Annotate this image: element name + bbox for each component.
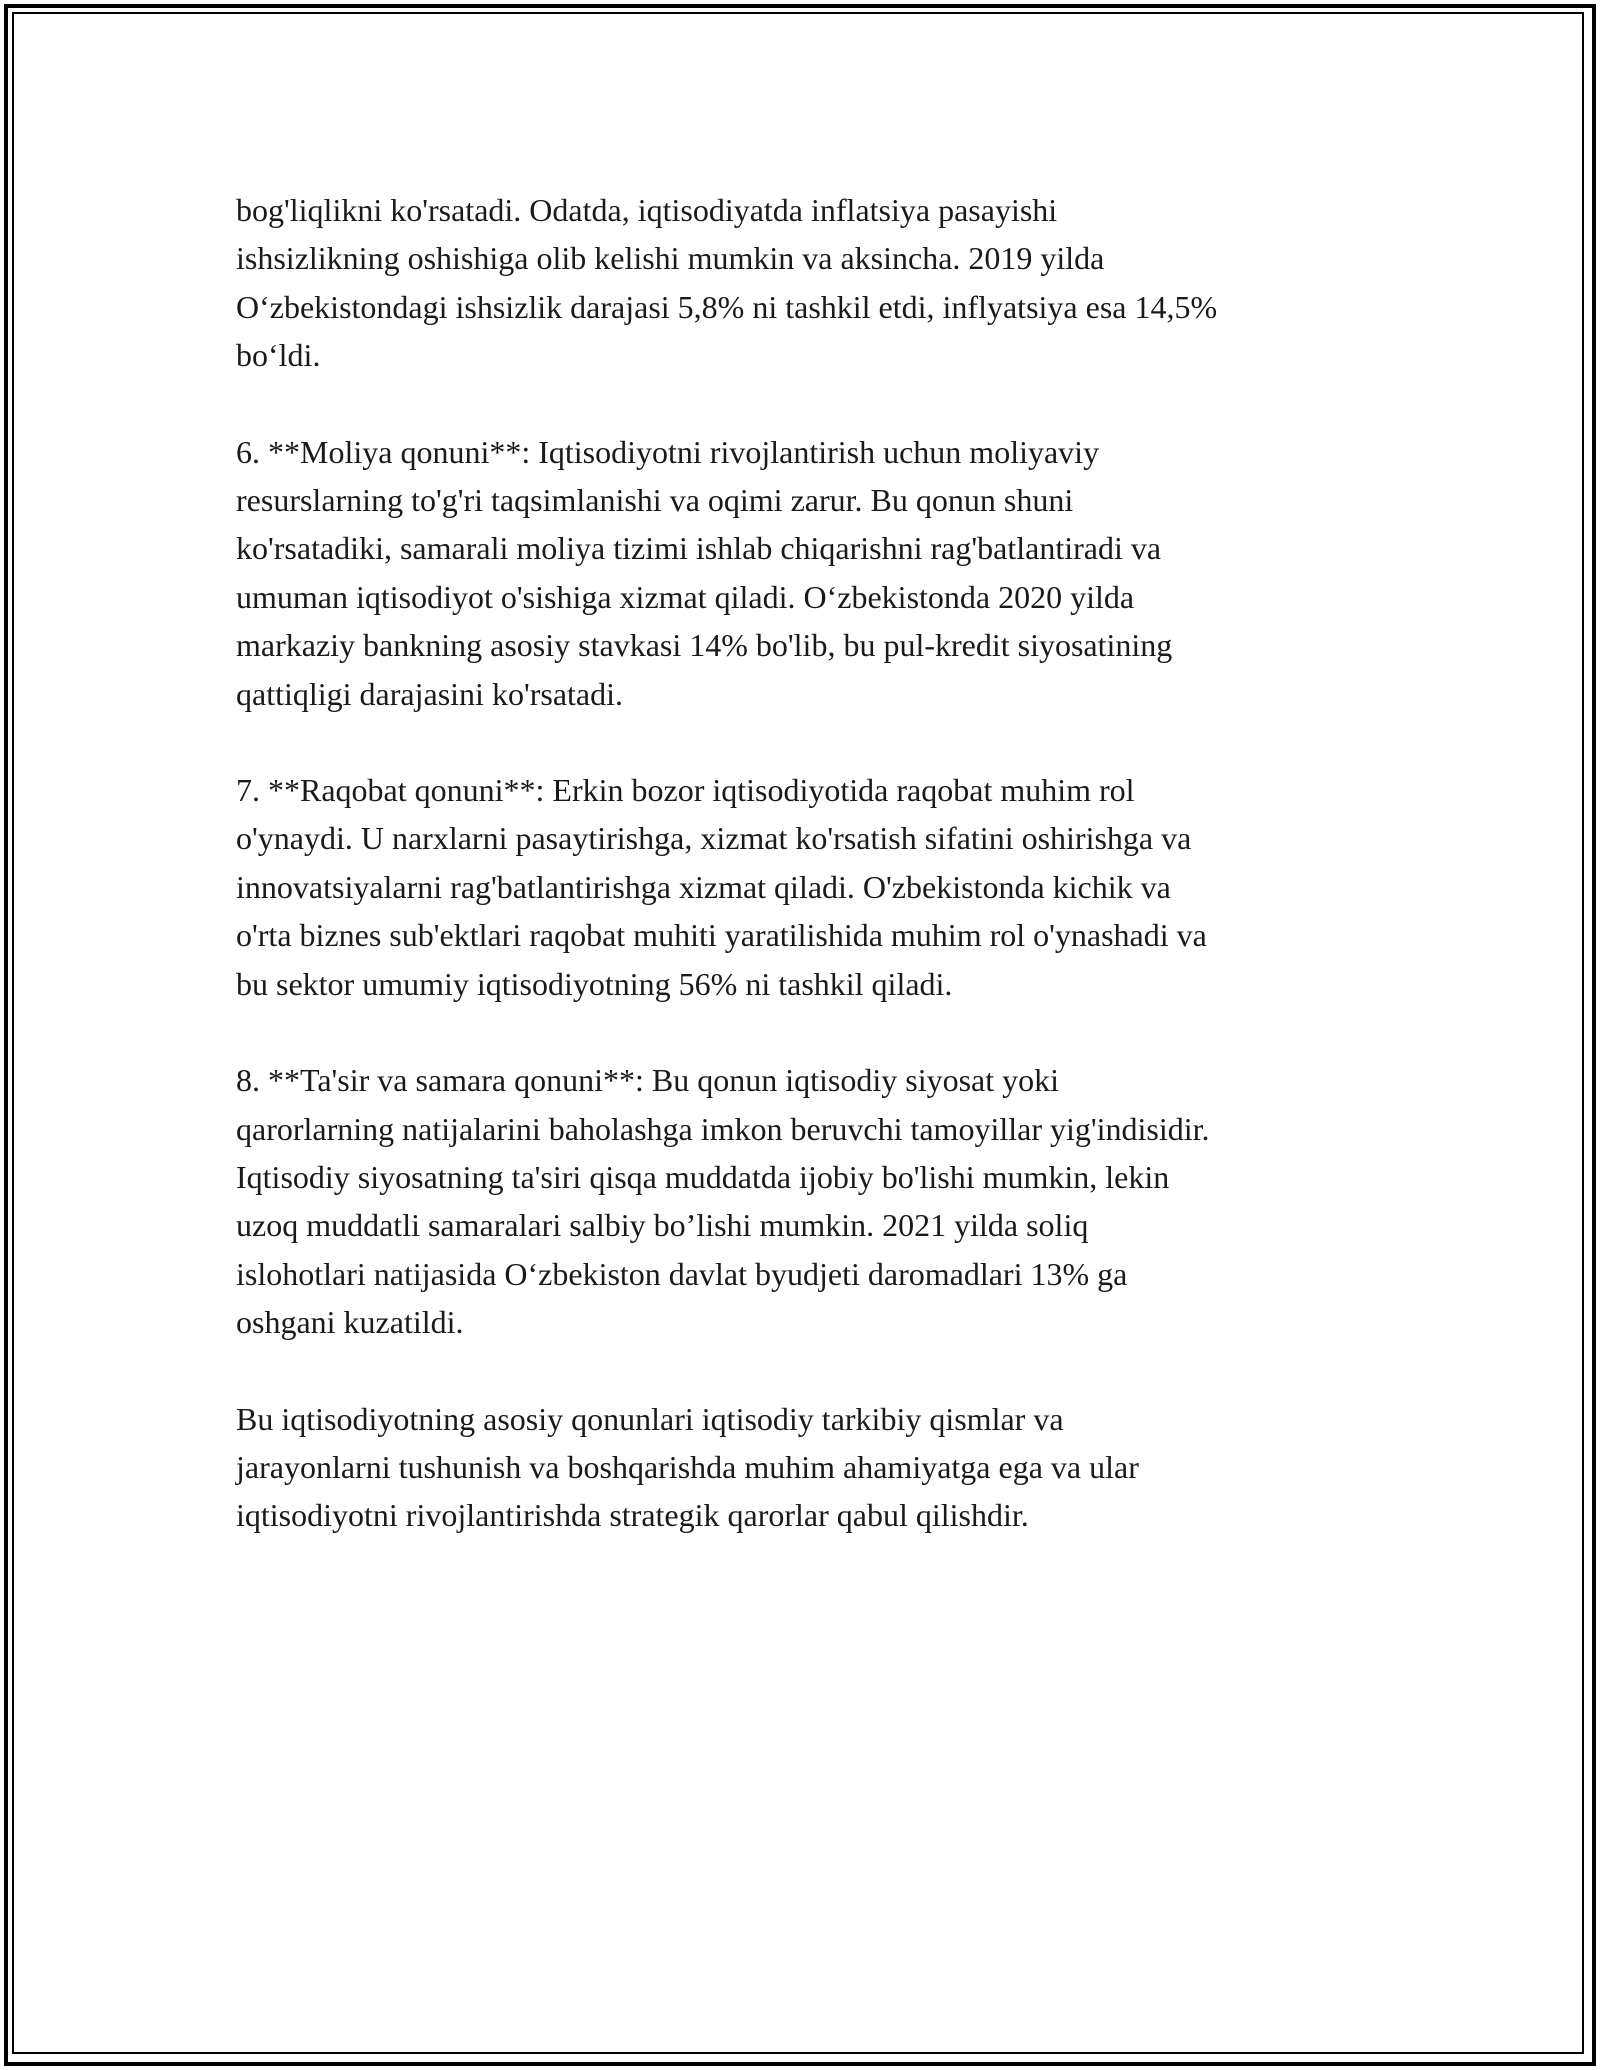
text-line: O‘zbekistondagi ishsizlik darajasi 5,8% ni tashkil etdi, inflyatsiya esa 14,5% [236,288,1218,325]
text-line: markaziy bankning asosiy stavkasi 14% bo'lib, bu pul-kredit siyosatining [236,627,1173,664]
text-line: umuman iqtisodiyot o'sishiga xizmat qiladi. O‘zbekistonda 2020 yilda [236,578,1135,615]
text-line: qarorlarning natijalarini baholashga imkon beruvchi tamoyillar yig'indisidir. [236,1110,1210,1147]
text-line: ko'rsatadiki, samarali moliya tizimi ishlab chiqarishni rag'batlantiradi va [236,530,1162,567]
text-line: jarayonlarni tushunish va boshqarishda muhim ahamiyatga ega va ular [236,1448,1139,1485]
paragraph-impact-law [236,1056,1376,1346]
document-body [236,186,1376,1588]
text-line: uzoq muddatli samaralari salbiy bo’lishi mumkin. 2021 yilda soliq [236,1207,1089,1244]
paragraph-conclusion [236,1395,1376,1540]
text-line: oshgani kuzatildi. [236,1304,464,1341]
paragraph-finance-law [236,428,1376,718]
text-line: ishsizlikning oshishiga olib kelishi mumkin va aksincha. 2019 yilda [236,240,1105,277]
text-line: iqtisodiyotni rivojlantirishda strategik qarorlar qabul qilishdir. [236,1497,1029,1534]
text-line: islohotlari natijasida O‘zbekiston davlat byudjeti daromadlari 13% ga [236,1255,1128,1292]
paragraph-competition-law [236,766,1376,1008]
text-line: 6. **Moliya qonuni**: Iqtisodiyotni rivojlantirish uchun moliyaviy [236,433,1100,470]
text-line: resurslarning to'g'ri taqsimlanishi va oqimi zarur. Bu qonun shuni [236,482,1074,519]
text-line: o'rta biznes sub'ektlari raqobat muhiti yaratilishida muhim rol o'ynashadi va [236,917,1207,954]
text-line: bu sektor umumiy iqtisodiyotning 56% ni tashkil qiladi. [236,965,953,1002]
text-line: o'ynaydi. U narxlarni pasaytirishga, xizmat ko'rsatish sifatini oshirishga va [236,820,1192,857]
text-line: Bu iqtisodiyotning asosiy qonunlari iqtisodiy tarkibiy qismlar va [236,1400,1064,1437]
text-line: qattiqligi darajasini ko'rsatadi. [236,675,623,712]
paragraph-unemployment-inflation [236,186,1376,380]
text-line: innovatsiyalarni rag'batlantirishga xizmat qiladi. O'zbekistonda kichik va [236,868,1171,905]
text-line: bo‘ldi. [236,337,321,374]
text-line: Iqtisodiy siyosatning ta'siri qisqa muddatda ijobiy bo'lishi mumkin, lekin [236,1158,1170,1195]
text-line: bog'liqlikni ko'rsatadi. Odatda, iqtisodiyatda inflatsiya pasayishi [236,192,1058,228]
text-line: 8. **Ta'sir va samara qonuni**: Bu qonun iqtisodiy siyosat yoki [236,1062,1060,1099]
text-line: 7. **Raqobat qonuni**: Erkin bozor iqtisodiyotida raqobat muhim rol [236,772,1135,809]
